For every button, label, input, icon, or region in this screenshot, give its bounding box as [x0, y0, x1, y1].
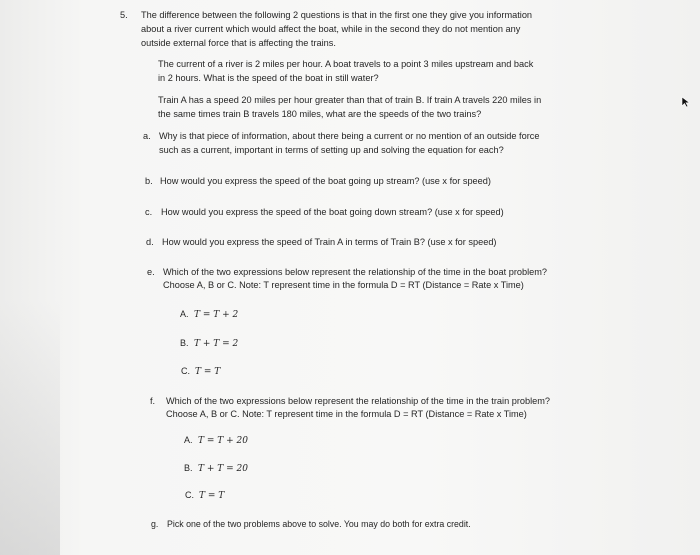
option-label: A. — [184, 435, 193, 445]
intro-line-2: about a river current which would affect the boat, while in the second they do not mention any — [141, 24, 521, 34]
part-c-text: How would you express the speed of the boat going down stream? (use x for speed) — [161, 207, 504, 217]
part-d-text: How would you express the speed of Train A in terms of Train B? (use x for speed) — [162, 237, 497, 247]
part-f-line-2: Choose A, B or C. Note: T represent time in the formula D = RT (Distance = Rate x Time) — [166, 409, 527, 419]
part-f-option-b — [184, 463, 248, 474]
part-e-line-2: Choose A, B or C. Note: T represent time in the formula D = RT (Distance = Rate x Time) — [163, 280, 524, 290]
train-problem-line-1: Train A has a speed 20 miles per hour greater than that of train B. If train A travels 220 miles in — [158, 95, 542, 105]
train-problem-line-2: the same times train B travels 180 miles, what are the speeds of the two trains? — [158, 109, 482, 119]
boat-problem-line-1: The current of a river is 2 miles per hour. A boat travels to a point 3 miles upstream and back — [158, 59, 534, 69]
option-expression: T = T + 2 — [194, 310, 239, 320]
part-g-letter: g. — [151, 519, 159, 529]
option-expression: T = T — [195, 367, 221, 377]
part-a-line-1: Why is that piece of information, about there being a current or no mention of an outside force — [159, 131, 540, 141]
part-f-option-c — [185, 490, 224, 501]
option-label: B. — [184, 463, 193, 473]
option-label: C. — [181, 366, 190, 376]
part-c-letter: c. — [145, 207, 153, 217]
part-e-option-c — [181, 366, 220, 377]
part-f-letter: f. — [150, 396, 156, 406]
intro-line-3: outside external force that is affecting the trains. — [141, 38, 336, 48]
part-b-letter: b. — [145, 176, 153, 186]
part-e-option-b — [180, 338, 238, 349]
part-d-letter: d. — [146, 237, 154, 247]
part-e-line-1: Which of the two expressions below represent the relationship of the time in the boat problem? — [163, 267, 548, 277]
intro-line-1: The difference between the following 2 questions is that in the first one they give you information — [141, 10, 533, 20]
part-e-option-a — [180, 309, 238, 320]
option-label: C. — [185, 490, 194, 500]
mouse-cursor-icon — [681, 96, 691, 108]
part-e-letter: e. — [147, 267, 155, 277]
option-label: B. — [180, 338, 189, 348]
part-a-letter: a. — [143, 131, 151, 141]
part-g-text: Pick one of the two problems above to solve. You may do both for extra credit. — [167, 519, 471, 529]
part-f-option-a — [184, 435, 248, 446]
boat-problem-line-2: in 2 hours. What is the speed of the boat in still water? — [158, 73, 379, 83]
option-expression: T = T — [199, 491, 225, 501]
part-b-text: How would you express the speed of the boat going up stream? (use x for speed) — [160, 176, 491, 186]
page-shadow — [0, 300, 60, 555]
option-expression: T + T = 20 — [198, 464, 248, 474]
question-number: 5. — [120, 10, 128, 20]
option-label: A. — [180, 309, 189, 319]
part-a-line-2: such as a current, important in terms of setting up and solving the equation for each? — [159, 145, 504, 155]
part-f-line-1: Which of the two expressions below represent the relationship of the time in the train problem? — [166, 396, 551, 406]
option-expression: T + T = 2 — [194, 339, 239, 349]
option-expression: T = T + 20 — [198, 436, 248, 446]
